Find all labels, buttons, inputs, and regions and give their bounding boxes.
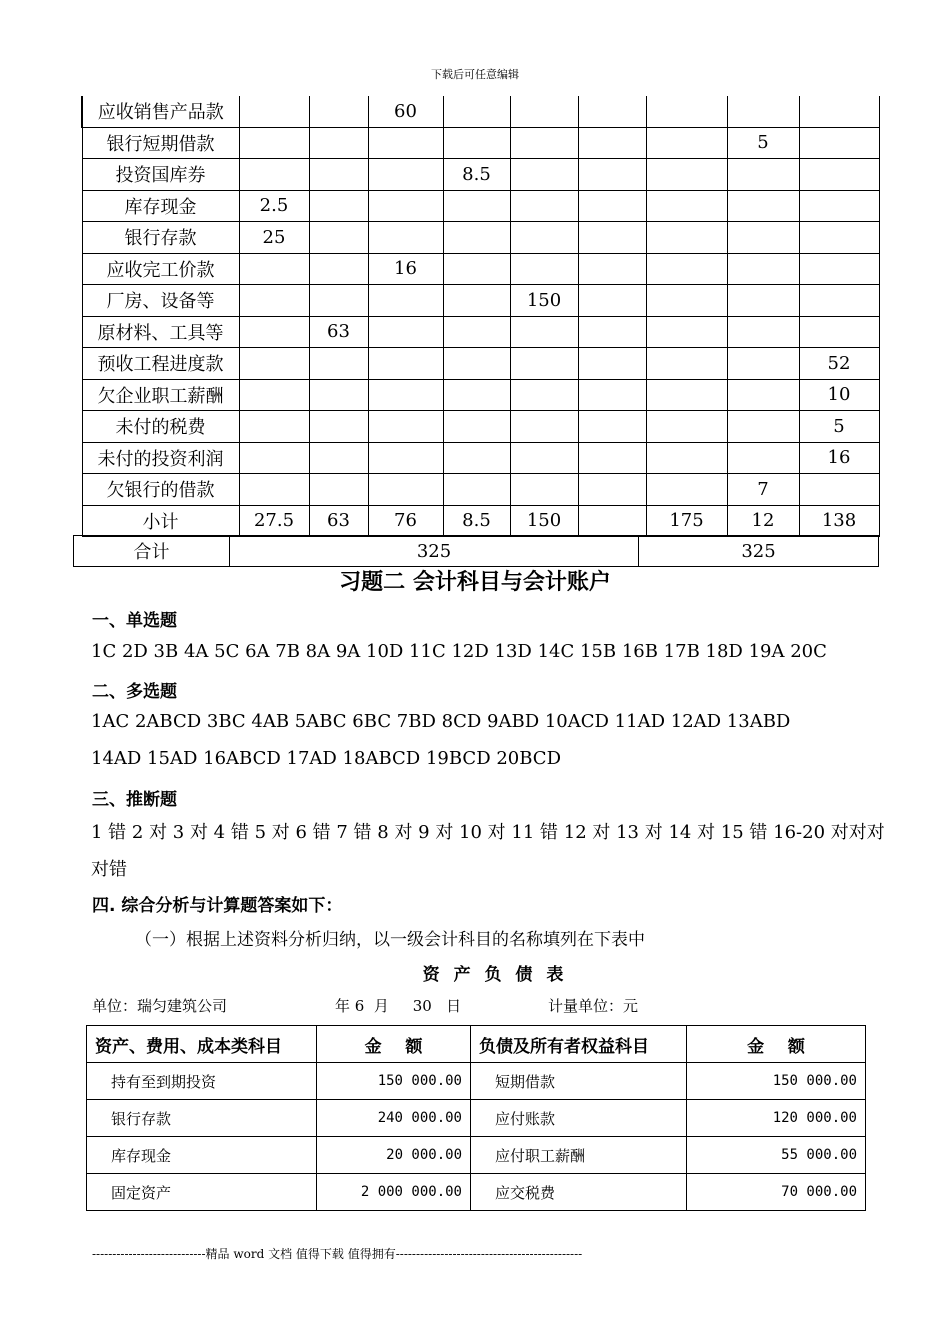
value-cell	[799, 222, 879, 254]
heading-analysis: 四. 综合分析与计算题答案如下：	[92, 896, 343, 916]
heading-multi-choice: 二、多选题	[92, 682, 177, 702]
value-cell	[510, 348, 578, 380]
value-cell	[309, 379, 368, 411]
value-cell	[239, 474, 309, 506]
asset-name: 固定资产	[87, 1174, 317, 1211]
value-cell	[727, 159, 799, 191]
balance-sheet-measure: 计量单位：元	[548, 997, 639, 1015]
table-row	[82, 253, 879, 285]
value-cell	[510, 159, 578, 191]
value-cell	[727, 222, 799, 254]
value-cell	[727, 348, 799, 380]
account-name-cell: 应收销售产品款	[82, 96, 239, 127]
value-cell	[309, 411, 368, 443]
value-cell	[368, 348, 443, 380]
page-footer: ----------------------------精品 word 文档 值得下载 值得拥有----------------------------------------------	[92, 1247, 583, 1261]
table-row	[82, 316, 879, 348]
account-name-cell: 厂房、设备等	[82, 285, 239, 317]
header-liabilities: 负债及所有者权益科目	[471, 1026, 687, 1063]
total-row-table	[73, 535, 879, 567]
analysis-paragraph: （一）根据上述资料分析归纳，以一级会计科目的名称填列在下表中	[135, 930, 645, 950]
table-row	[82, 285, 879, 317]
page-header: 下载后可任意编辑	[431, 68, 519, 81]
value-cell: 10	[799, 379, 879, 411]
value-cell	[443, 442, 510, 474]
account-name-cell: 欠企业职工薪酬	[82, 379, 239, 411]
value-cell	[578, 96, 646, 127]
table-row	[82, 348, 879, 380]
value-cell: 76	[368, 505, 443, 537]
account-name-cell: 投资国库券	[82, 159, 239, 191]
value-cell: 27.5	[239, 505, 309, 537]
value-cell	[578, 190, 646, 222]
table-row	[87, 1063, 866, 1100]
value-cell	[510, 411, 578, 443]
value-cell	[368, 474, 443, 506]
value-cell	[443, 253, 510, 285]
table-row	[82, 379, 879, 411]
value-cell	[727, 285, 799, 317]
account-name-cell: 原材料、工具等	[82, 316, 239, 348]
account-name-cell: 小计	[82, 505, 239, 537]
value-cell	[510, 253, 578, 285]
table-row	[82, 159, 879, 191]
value-cell	[578, 316, 646, 348]
table-row	[82, 222, 879, 254]
liability-amount: 120 000.00	[687, 1100, 866, 1137]
multi-choice-answers-2: 14AD 15AD 16ABCD 17AD 18ABCD 19BCD 20BCD	[91, 748, 562, 769]
value-cell	[646, 127, 727, 159]
value-cell	[239, 285, 309, 317]
value-cell	[799, 253, 879, 285]
value-cell	[578, 222, 646, 254]
account-name-cell: 应收完工价款	[82, 253, 239, 285]
value-cell	[443, 411, 510, 443]
value-cell: 63	[309, 316, 368, 348]
value-cell	[443, 190, 510, 222]
value-cell	[309, 159, 368, 191]
account-name-cell: 库存现金	[82, 190, 239, 222]
value-cell	[578, 253, 646, 285]
value-cell	[727, 316, 799, 348]
value-cell: 60	[368, 96, 443, 127]
value-cell	[727, 411, 799, 443]
table-row	[82, 127, 879, 159]
value-cell	[578, 285, 646, 317]
account-name-cell: 欠银行的借款	[82, 474, 239, 506]
single-choice-answers: 1C 2D 3B 4A 5C 6A 7B 8A 9A 10D 11C 12D 13D 14C 15B 16B 17B 18D 19A 20C	[91, 641, 827, 662]
table-row	[82, 96, 879, 127]
value-cell	[309, 285, 368, 317]
value-cell	[510, 379, 578, 411]
table-header-row	[87, 1026, 866, 1063]
value-cell	[727, 96, 799, 127]
multi-choice-answers-1: 1AC 2ABCD 3BC 4AB 5ABC 6BC 7BD 8CD 9ABD 10ACD 11AD 12AD 13ABD	[91, 711, 791, 732]
value-cell	[646, 411, 727, 443]
value-cell: 16	[799, 442, 879, 474]
value-cell	[727, 442, 799, 474]
value-cell	[443, 474, 510, 506]
value-cell	[510, 474, 578, 506]
value-cell: 8.5	[443, 159, 510, 191]
account-name-cell: 未付的税费	[82, 411, 239, 443]
value-cell	[510, 222, 578, 254]
asset-amount: 240 000.00	[317, 1100, 471, 1137]
value-cell	[646, 379, 727, 411]
judgement-answers-2: 对错	[91, 859, 127, 880]
value-cell	[799, 474, 879, 506]
section-title: 习题二 会计科目与会计账户	[339, 569, 611, 595]
value-cell	[510, 442, 578, 474]
liability-name: 应交税费	[471, 1174, 687, 1211]
value-cell	[510, 190, 578, 222]
value-cell	[646, 348, 727, 380]
value-cell	[239, 96, 309, 127]
value-cell: 5	[727, 127, 799, 159]
value-cell: 150	[510, 505, 578, 537]
value-cell	[799, 127, 879, 159]
value-cell	[443, 127, 510, 159]
heading-judgement: 三、推断题	[92, 790, 177, 810]
value-cell	[309, 474, 368, 506]
value-cell	[309, 190, 368, 222]
header-amount-2: 金 额	[687, 1026, 866, 1063]
value-cell	[239, 379, 309, 411]
value-cell	[309, 348, 368, 380]
value-cell	[443, 96, 510, 127]
balance-sheet-date: 年 6 月 30 日	[335, 997, 462, 1015]
heading-single-choice: 一、单选题	[92, 611, 177, 631]
table-row	[82, 442, 879, 474]
value-cell: 63	[309, 505, 368, 537]
value-cell: 5	[799, 411, 879, 443]
value-cell	[578, 442, 646, 474]
header-amount-1: 金 额	[317, 1026, 471, 1063]
value-cell	[309, 442, 368, 474]
value-cell	[646, 222, 727, 254]
value-cell	[646, 190, 727, 222]
value-cell	[646, 285, 727, 317]
value-cell	[443, 222, 510, 254]
value-cell	[368, 285, 443, 317]
value-cell	[578, 379, 646, 411]
value-cell: 7	[727, 474, 799, 506]
value-cell: 2.5	[239, 190, 309, 222]
account-name-cell: 银行存款	[82, 222, 239, 254]
header-assets: 资产、费用、成本类科目	[87, 1026, 317, 1063]
value-cell	[368, 190, 443, 222]
value-cell	[646, 316, 727, 348]
balance-sheet-title: 资 产 负 债 表	[422, 965, 568, 985]
table-row	[87, 1137, 866, 1174]
table-row	[82, 411, 879, 443]
value-cell	[646, 159, 727, 191]
liability-amount: 70 000.00	[687, 1174, 866, 1211]
value-cell: 12	[727, 505, 799, 537]
value-cell: 25	[239, 222, 309, 254]
value-cell	[799, 285, 879, 317]
value-cell: 8.5	[443, 505, 510, 537]
value-cell	[799, 159, 879, 191]
asset-name: 银行存款	[87, 1100, 317, 1137]
table-row	[87, 1174, 866, 1211]
value-cell	[799, 190, 879, 222]
value-cell	[646, 442, 727, 474]
value-cell	[309, 222, 368, 254]
value-cell: 52	[799, 348, 879, 380]
account-name-cell: 预收工程进度款	[82, 348, 239, 380]
judgement-answers-1: 1 错 2 对 3 对 4 错 5 对 6 错 7 错 8 对 9 对 10 对 11 错 12 对 13 对 14 对 15 错 16-20 对对对	[91, 822, 885, 843]
value-cell	[510, 316, 578, 348]
value-cell	[239, 411, 309, 443]
value-cell	[510, 127, 578, 159]
value-cell	[368, 411, 443, 443]
value-cell: 16	[368, 253, 443, 285]
value-cell	[368, 442, 443, 474]
value-cell	[510, 96, 578, 127]
value-cell	[239, 442, 309, 474]
value-cell	[578, 505, 646, 537]
value-cell	[309, 253, 368, 285]
value-cell	[443, 316, 510, 348]
value-cell	[578, 127, 646, 159]
value-cell	[239, 127, 309, 159]
value-cell	[309, 96, 368, 127]
asset-name: 持有至到期投资	[87, 1063, 317, 1100]
account-name-cell: 银行短期借款	[82, 127, 239, 159]
value-cell	[578, 159, 646, 191]
value-cell	[443, 348, 510, 380]
table-row	[82, 474, 879, 506]
table-row	[82, 190, 879, 222]
liability-name: 应付职工薪酬	[471, 1137, 687, 1174]
value-cell	[578, 348, 646, 380]
asset-amount: 2 000 000.00	[317, 1174, 471, 1211]
account-name-cell: 未付的投资利润	[82, 442, 239, 474]
asset-name: 库存现金	[87, 1137, 317, 1174]
total-label: 合计	[74, 536, 230, 567]
value-cell	[368, 316, 443, 348]
value-cell	[239, 159, 309, 191]
value-cell	[368, 127, 443, 159]
liability-amount: 55 000.00	[687, 1137, 866, 1174]
accounts-classification-table	[81, 96, 880, 537]
total-right: 325	[639, 536, 879, 567]
liability-amount: 150 000.00	[687, 1063, 866, 1100]
value-cell	[646, 253, 727, 285]
value-cell	[239, 348, 309, 380]
balance-sheet-table	[86, 1025, 866, 1211]
value-cell: 175	[646, 505, 727, 537]
value-cell	[368, 379, 443, 411]
value-cell	[727, 253, 799, 285]
value-cell	[368, 222, 443, 254]
value-cell	[646, 96, 727, 127]
value-cell	[239, 316, 309, 348]
balance-sheet-unit: 单位：瑞匀建筑公司	[92, 997, 228, 1015]
value-cell	[578, 474, 646, 506]
liability-name: 应付账款	[471, 1100, 687, 1137]
table-row	[87, 1100, 866, 1137]
value-cell: 150	[510, 285, 578, 317]
value-cell	[309, 127, 368, 159]
value-cell	[646, 474, 727, 506]
value-cell	[443, 285, 510, 317]
value-cell	[578, 411, 646, 443]
liability-name: 短期借款	[471, 1063, 687, 1100]
value-cell	[368, 159, 443, 191]
table-row	[82, 505, 879, 537]
value-cell: 138	[799, 505, 879, 537]
value-cell	[443, 379, 510, 411]
total-left: 325	[230, 536, 639, 567]
value-cell	[239, 253, 309, 285]
asset-amount: 150 000.00	[317, 1063, 471, 1100]
value-cell	[727, 379, 799, 411]
table-row	[74, 536, 879, 567]
value-cell	[799, 96, 879, 127]
value-cell	[799, 316, 879, 348]
asset-amount: 20 000.00	[317, 1137, 471, 1174]
value-cell	[727, 190, 799, 222]
